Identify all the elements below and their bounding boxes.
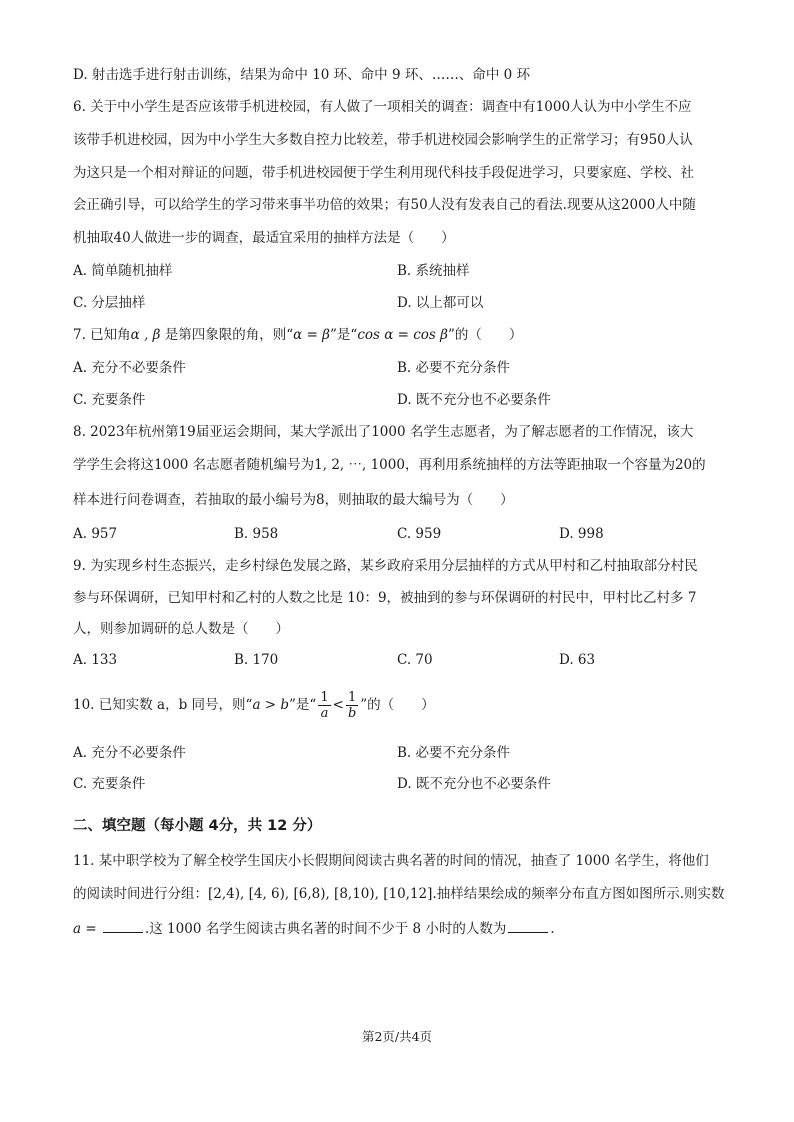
q10-stem-post: ”的（ ） [360,697,435,713]
q7-option-b: B. 必要不充分条件 [397,360,511,376]
q11-line3-end: . [550,921,555,937]
q6-stem-line1: 6. 关于中小学生是否应该带手机进校园，有人做了一项相关的调查：调查中有1000人认为中小学生不应 [73,99,692,115]
q9-stem-line2: 参与环保调研，已知甲村和乙村的人数之比是 10：9，被抽到的参与环保调研的村民中，甲村比乙村多 7 [73,590,697,606]
q8-line2-post: ，再利用系统抽样的方法等距抽取一个容量为20的 [404,457,706,473]
page-number: 第2页/共4页 [361,1029,433,1044]
q10-stem [73,689,435,721]
q10-option-b: B. 必要不充分条件 [397,745,511,761]
q11-stem-line1: 11. 某中职学校为了解全校学生国庆小长假期间阅读古典名著的时间的情况，抽查了 1000 名学生，将他们 [73,853,709,869]
q11-variable-a: a [73,921,82,937]
q10-stem-pre: 10. 已知实数 a，b 同号，则“ [73,697,253,713]
q10-frac2-den: b [347,706,357,721]
q10-less-than: < [332,697,344,713]
q8-numbering: 1, 2, ⋯, 1000 [314,457,405,473]
section-title-fill-in: 二、填空题（每小题 4分，共 12 分） [73,818,322,834]
q8-option-a: A. 957 [73,526,118,542]
q9-option-d: D. 63 [559,652,596,668]
q7-stem-post: ”的（ ） [447,327,523,343]
q11-line2-post: .抽样结果绘成的频率分布直方图如图所示.则实数 [432,886,725,902]
q6-option-b: B. 系统抽样 [397,263,470,279]
q8-stem-line3: 样本进行问卷调查，若抽取的最小编号为8，则抽取的最大编号为（ ） [73,492,514,508]
q10-fraction-1 [318,690,330,721]
q7-condition-1: α = β [293,327,330,343]
q8-stem-line2 [73,456,706,474]
q6-stem-line4: 会正确引导，可以给学生的学习带来事半功倍的效果；有50人没有发表自己的看法.现要从这2000人中随 [73,197,696,213]
q10-frac1-den: a [320,706,329,721]
q10-frac1-num: 1 [320,690,329,705]
q9-option-a: A. 133 [73,652,118,668]
q9-stem-line1: 9. 为实现乡村生态振兴，走乡村绿色发展之路，某乡政府采用分层抽样的方式从甲村和乙村抽取部分村民 [73,558,698,574]
q10-condition-1: a > b [252,697,290,713]
q7-stem-pre: 7. 已知角 [73,327,131,343]
q7-stem-mid2: ”是“ [330,327,358,343]
q7-option-a: A. 充分不必要条件 [73,360,186,376]
q10-fraction-2 [346,690,358,721]
q9-stem-line3: 人，则参加调研的总人数是（ ） [73,621,289,637]
q5-option-d: D. 射击选手进行射击训练，结果为命中 10 环、命中 9 环、……、命中 0 环 [73,67,531,83]
q7-stem-mid: 是第四象限的角，则“ [160,327,294,343]
q10-option-a: A. 充分不必要条件 [73,745,186,761]
q7-option-c: C. 充要条件 [73,392,146,408]
q6-stem-line3: 为这只是一个相对辩证的问题，带手机进校园便于学生利用现代科技手段促进学习，只要家庭、学校、社 [73,165,694,181]
q6-stem-line5: 机抽取40人做进一步的调查，最适宜采用的抽样方法是（ ） [73,230,455,246]
q6-option-c: C. 分层抽样 [73,295,146,311]
q8-stem-line1: 8. 2023年杭州第19届亚运会期间，某大学派出了1000 名学生志愿者，为了解志愿者的工作情况，该大 [73,424,694,440]
q10-stem-mid: ”是“ [289,697,317,713]
q10-option-c: C. 充要条件 [73,776,146,792]
q8-option-c: C. 959 [397,526,442,542]
q7-condition-2: cos α = cos β [357,327,448,343]
q7-vars: α , β [130,327,161,343]
q9-option-b: B. 170 [234,652,279,668]
q11-stem-line3 [73,919,555,938]
q6-stem-line2: 该带手机进校园，因为中小学生大多数自控力比较差，带手机进校园会影响学生的正常学习；有950人认 [73,132,693,148]
q10-frac2-num: 1 [346,690,358,706]
q11-equals: = [81,921,101,937]
q11-answer-blank-1[interactable] [103,919,143,933]
q10-option-d: D. 既不充分也不必要条件 [397,776,551,792]
q11-intervals: [2,4), [4, 6), [6,8), [8,10), [10,12] [208,886,433,902]
q8-option-b: B. 958 [234,526,279,542]
q9-option-c: C. 70 [397,652,433,668]
q11-answer-blank-2[interactable] [508,919,548,933]
q11-line3-mid: .这 1000 名学生阅读古典名著的时间不少于 8 小时的人数为 [144,921,507,937]
q6-option-a: A. 简单随机抽样 [73,263,173,279]
q8-option-d: D. 998 [559,526,604,542]
q7-option-d: D. 既不充分也不必要条件 [397,392,551,408]
q11-stem-line2 [73,885,725,903]
q7-stem [73,326,522,344]
q11-line2-pre: 的阅读时间进行分组： [73,886,208,902]
q6-option-d: D. 以上都可以 [397,295,484,311]
q8-line2-pre: 学学生会将这1000 名志愿者随机编号为 [73,457,315,473]
